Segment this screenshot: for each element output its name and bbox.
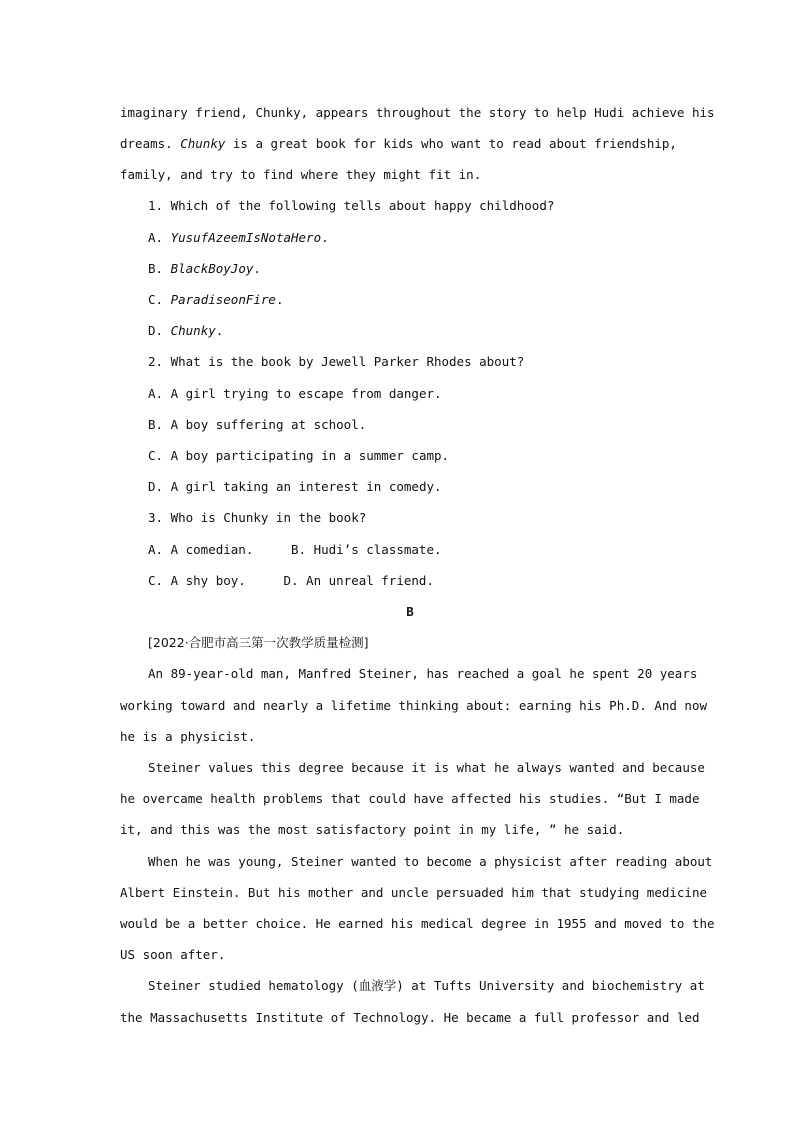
para4-cjk-term: 血液学 <box>358 978 397 993</box>
question-2-option-a <box>148 386 674 402</box>
option-letter: D. <box>148 323 164 338</box>
passage-a-line-2-pre: dreams. <box>120 136 173 151</box>
option-text: A girl trying to escape from danger. <box>170 386 442 401</box>
question-2-stem: 2. What is the book by Jewell Parker Rhodes about? <box>148 354 525 369</box>
option-text: A boy suffering at school. <box>170 417 367 432</box>
passage-b-para2-line3: it, and this was the most satisfactory point in my life, ” he said. <box>120 822 625 837</box>
source-note: [2022·合肥市高三第一次教学质量检测] <box>148 635 369 650</box>
passage-b-para3-line3: would be a better choice. He earned his medical degree in 1955 and moved to the <box>120 916 715 931</box>
option-letter: B. <box>148 417 164 432</box>
option-letter: C. <box>148 448 164 463</box>
passage-a-line-3: family, and try to find where they might fit in. <box>120 167 482 182</box>
passage-b-para3-line2: Albert Einstein. But his mother and uncle persuaded him that studying medicine <box>120 885 707 900</box>
question-3-options-row-1: A. A comedian. B. Hudi’s classmate. <box>148 542 442 557</box>
passage-b-para2-line1: Steiner values this degree because it is what he always wanted and because <box>148 760 705 775</box>
option-letter: D. <box>148 479 164 494</box>
passage-b-para2-line2: he overcame health problems that could have affected his studies. “But I made <box>120 791 700 806</box>
passage-b-para4-line1 <box>148 978 705 994</box>
question-1-option-b <box>148 261 674 277</box>
passage-b-para3-line1: When he was young, Steiner wanted to become a physicist after reading about <box>148 854 713 869</box>
option-end: . <box>321 230 329 245</box>
passage-a-line-2-post: is a great book for kids who want to read about friendship, <box>232 136 677 151</box>
passage-b-para1-line3: he is a physicist. <box>120 729 256 744</box>
passage-b-para3-line4: US soon after. <box>120 947 226 962</box>
option-letter: A. <box>148 230 164 245</box>
question-1-option-d <box>148 323 674 339</box>
option-text: BlackBoyJoy <box>170 261 254 276</box>
question-2-option-c <box>148 448 674 464</box>
option-end: . <box>253 261 261 276</box>
book-title-chunky: Chunky <box>180 136 226 151</box>
question-1-option-a <box>148 230 674 246</box>
question-2-option-d <box>148 479 674 495</box>
passage-b-para1-line1: An 89-year-old man, Manfred Steiner, has reached a goal he spent 20 years <box>148 666 698 681</box>
option-text: YusufAzeemIsNotaHero <box>170 230 322 245</box>
section-label: B <box>406 604 414 619</box>
para4-text-post: ) at Tufts University and biochemistry at <box>396 978 705 993</box>
option-text: Chunky <box>170 323 216 338</box>
question-3-stem: 3. Who is Chunky in the book? <box>148 510 367 525</box>
option-letter: B. <box>148 261 164 276</box>
option-letter: C. <box>148 292 164 307</box>
option-text: A girl taking an interest in comedy. <box>170 479 442 494</box>
option-text: A boy participating in a summer camp. <box>170 448 450 463</box>
option-text: ParadiseonFire <box>170 292 276 307</box>
question-3-options-row-2: C. A shy boy. D. An unreal friend. <box>148 573 434 588</box>
option-letter: A. <box>148 386 164 401</box>
passage-a-line-2 <box>120 136 677 152</box>
passage-b-para1-line2: working toward and nearly a lifetime thinking about: earning his Ph.D. And now <box>120 698 707 713</box>
para4-text-pre: Steiner studied hematology ( <box>148 978 359 993</box>
question-2-option-b <box>148 417 674 433</box>
question-1-stem: 1. Which of the following tells about happy childhood? <box>148 198 555 213</box>
option-end: . <box>275 292 284 307</box>
question-1-option-c <box>148 292 674 308</box>
passage-a-line-1: imaginary friend, Chunky, appears throughout the story to help Hudi achieve his <box>120 105 715 120</box>
passage-b-para4-line2: the Massachusetts Institute of Technology. He became a full professor and led <box>120 1010 700 1025</box>
option-end: . <box>215 323 224 338</box>
